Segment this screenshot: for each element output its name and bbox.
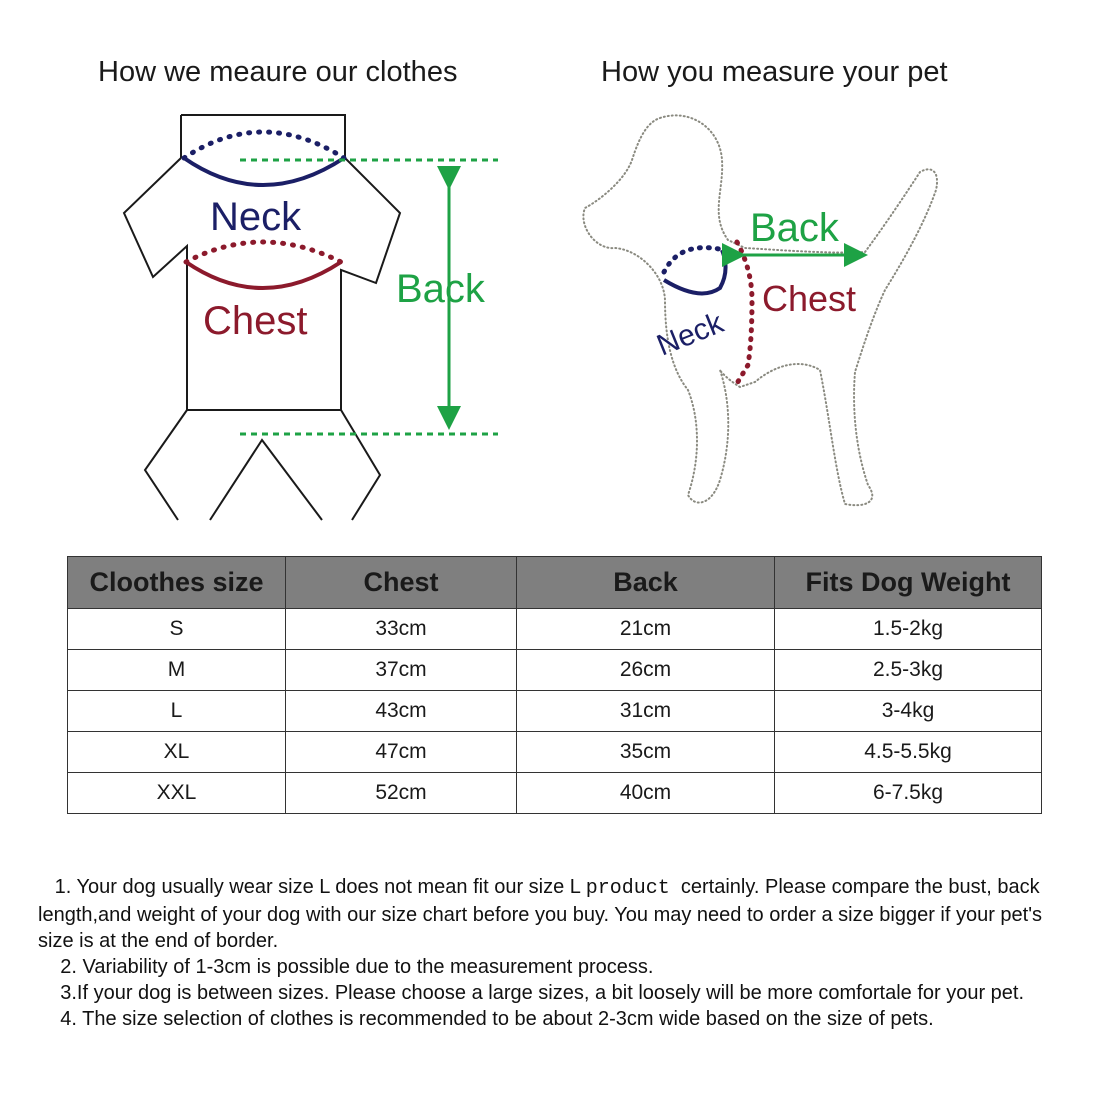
table-row (68, 650, 1042, 691)
note-4 (38, 1006, 1068, 1032)
dog-chest-dotted (736, 242, 752, 385)
garment-chest-dotted (186, 242, 341, 262)
cell-back: 26cm (517, 650, 775, 691)
garment-chest-line (186, 262, 341, 288)
cell-size: XXL (68, 773, 286, 814)
cell-chest: 47cm (286, 732, 517, 773)
dog-neck-label: Neck (652, 306, 729, 363)
note-4-text: 4. The size selection of clothes is recommended to be about 2-3cm wide based on the size of pets. (60, 1008, 934, 1030)
pet-measure-heading: How you measure your pet (601, 56, 948, 88)
cell-chest: 52cm (286, 773, 517, 814)
table-row (68, 691, 1042, 732)
dog-outline (583, 115, 937, 505)
cell-size: L (68, 691, 286, 732)
note-1-text-b: certainly. Please compare the bust, back length,and weight of your dog with our size chart before you buy. You may need to order a size bigger if your pet's size is at the end of border. (38, 876, 1043, 952)
cell-back: 40cm (517, 773, 775, 814)
note-1 (38, 874, 1068, 954)
garment-chest-label: Chest (203, 299, 308, 343)
cell-size: M (68, 650, 286, 691)
dog-neck-dotted (664, 248, 724, 272)
cell-weight: 2.5-3kg (775, 650, 1042, 691)
sizing-notes (38, 874, 1068, 1032)
header-back: Back (517, 557, 775, 609)
cell-weight: 3-4kg (775, 691, 1042, 732)
clothes-measure-heading: How we meaure our clothes (98, 56, 458, 88)
garment-neck-dotted (184, 132, 344, 158)
size-chart-table (67, 556, 1042, 814)
note-1-text-a: 1. Your dog usually wear size L does not mean fit our size L (54, 876, 581, 898)
cell-weight: 1.5-2kg (775, 609, 1042, 650)
cell-back: 21cm (517, 609, 775, 650)
cell-chest: 37cm (286, 650, 517, 691)
note-1-product: product (585, 877, 670, 900)
cell-size: XL (68, 732, 286, 773)
cell-size: S (68, 609, 286, 650)
cell-back: 31cm (517, 691, 775, 732)
cell-back: 35cm (517, 732, 775, 773)
table-row (68, 609, 1042, 650)
header-weight: Fits Dog Weight (775, 557, 1042, 609)
header-chest: Chest (286, 557, 517, 609)
garment-back-label: Back (396, 267, 485, 311)
dog-chest-label: Chest (762, 278, 857, 319)
header-size: Cloothes size (68, 557, 286, 609)
garment-neck-label: Neck (210, 195, 302, 239)
garment-neck-line (184, 158, 344, 185)
cell-weight: 6-7.5kg (775, 773, 1042, 814)
note-3 (38, 980, 1068, 1006)
cell-chest: 43cm (286, 691, 517, 732)
measurement-diagram (0, 0, 1100, 540)
cell-chest: 33cm (286, 609, 517, 650)
table-row (68, 732, 1042, 773)
table-row (68, 773, 1042, 814)
table-header-row (68, 557, 1042, 609)
note-2-text: 2. Variability of 1-3cm is possible due to the measurement process. (60, 956, 654, 978)
dog-back-label: Back (750, 206, 839, 250)
cell-weight: 4.5-5.5kg (775, 732, 1042, 773)
note-3-text: 3.If your dog is between sizes. Please choose a large sizes, a bit loosely will be more comfortale for your pet. (60, 982, 1025, 1004)
note-2 (38, 954, 1068, 980)
